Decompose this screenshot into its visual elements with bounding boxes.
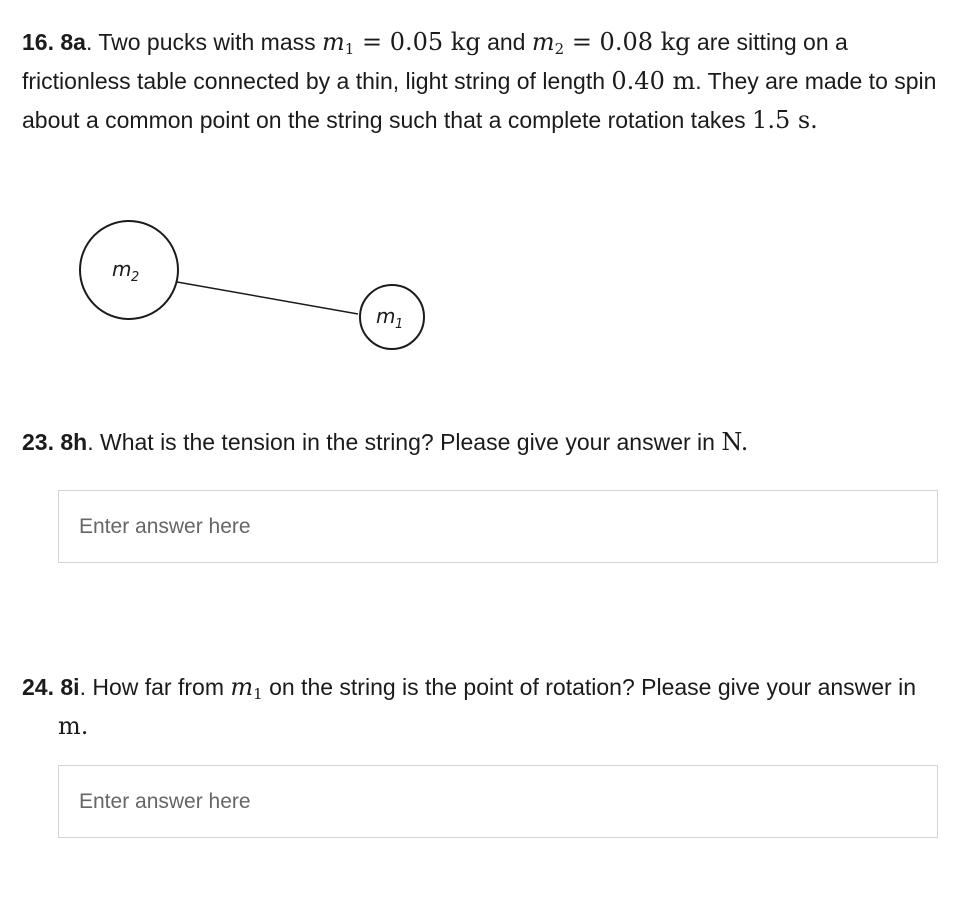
tension-answer-input[interactable]	[58, 490, 938, 563]
question-24-unit-line	[22, 707, 952, 746]
question-code: 8a	[60, 29, 86, 55]
question-number: 24.	[22, 674, 54, 700]
period-value: 1.5 s.	[752, 106, 818, 134]
string-line	[177, 282, 358, 314]
question-code: 8i	[60, 674, 80, 700]
puck-m2-label: m	[112, 257, 132, 281]
distance-answer-input[interactable]	[58, 765, 938, 838]
question-24-text: 24. 8i. How far from $m_1$ on the string is the point of rotation? Please give your answer in	[22, 673, 917, 703]
question-16-text: 16. 8a. Two pucks with mass $m_1 = 0.05$ kg and $m_2 = 0.08$ kg are sitting on a frictionless table connected by a thin, light string of length 0.40 m. They are made to spin about a common point on the string such that a complete rotation takes 1.5 s.	[22, 28, 937, 134]
question-code: 8h	[60, 429, 88, 455]
question-number: 16.	[22, 29, 54, 55]
unit-newton: N.	[721, 428, 749, 456]
puck-m1-label: m	[376, 304, 396, 328]
m1-expression: $m_1 = 0.05$ kg	[322, 28, 481, 58]
question-24	[22, 668, 952, 746]
question-23-text: 23. 8h. What is the tension in the string? Please give your answer in N.	[22, 428, 749, 456]
unit-meter: m.	[58, 712, 89, 740]
puck-m2-sub: 2	[131, 270, 140, 285]
question-number: 23.	[22, 429, 54, 455]
m1-symbol: $m_1$	[230, 673, 263, 703]
m2-expression: $m_2 = 0.08$ kg	[531, 28, 691, 58]
pucks-diagram	[70, 210, 440, 360]
question-16	[22, 23, 952, 140]
question-23	[22, 423, 952, 462]
length-value: 0.40 m	[611, 67, 696, 95]
puck-m1-sub: 1	[395, 317, 404, 332]
